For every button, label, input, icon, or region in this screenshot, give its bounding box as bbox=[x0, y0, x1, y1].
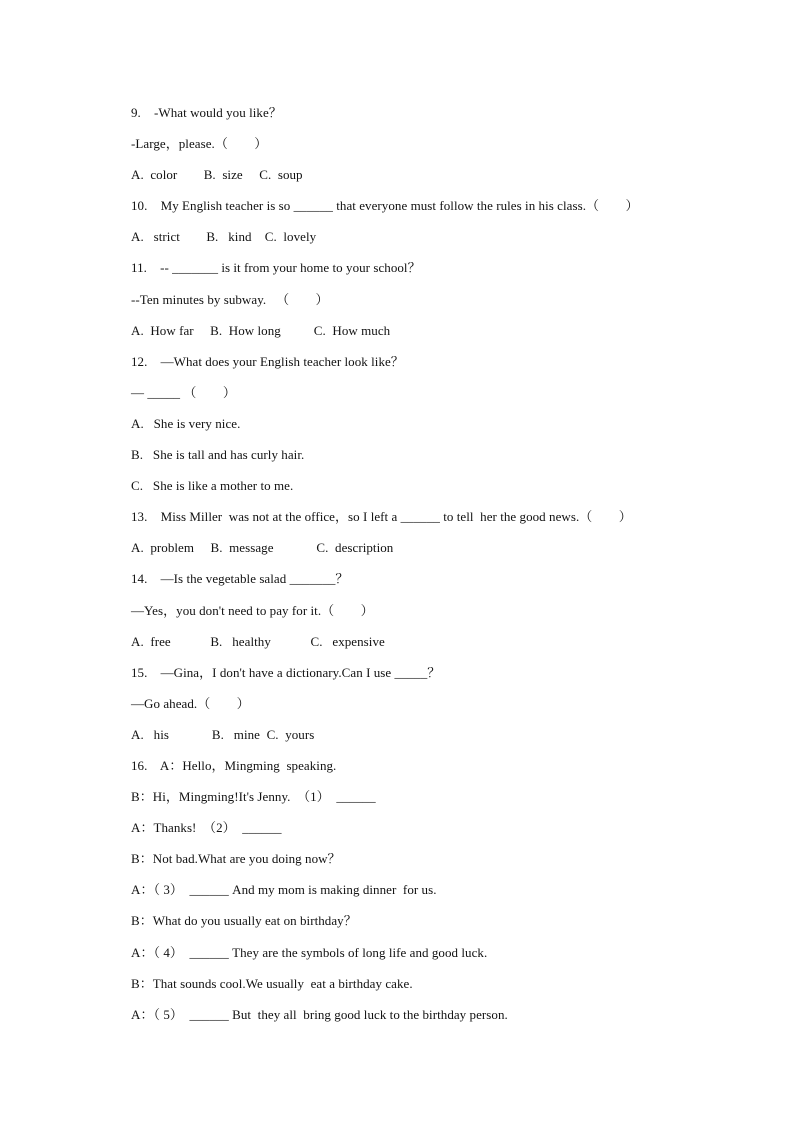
q16-dialogue-line: A：（ 5） ______ But they all bring good luck to the birthday person. bbox=[131, 1006, 508, 1022]
q16-dialogue-line: A：（ 4） ______ They are the symbols of long life and good luck. bbox=[131, 944, 488, 960]
q10-options: A. strict B. kind C. lovely bbox=[131, 229, 317, 245]
q14-options: A. free B. healthy C. expensive bbox=[131, 633, 385, 649]
q9-answer: -Large，please.（ ） bbox=[131, 136, 268, 152]
q16-dialogue-line: B：That sounds cool.We usually eat a birthday cake. bbox=[131, 975, 413, 991]
q10-prompt: 10. My English teacher is so ______ that everyone must follow the rules in his class.（ ） bbox=[131, 198, 639, 214]
q14-prompt: 14. —Is the vegetable salad _______？ bbox=[131, 571, 349, 587]
q11-prompt: 11. -- _______ is it from your home to your school？ bbox=[131, 260, 421, 276]
q15-prompt: 15. —Gina，I don't have a dictionary.Can I use _____？ bbox=[131, 664, 441, 680]
q9-options: A. color B. size C. soup bbox=[131, 167, 303, 183]
q16-dialogue-line: B：Hi，Mingming!It's Jenny. （1） ______ bbox=[131, 789, 376, 805]
q12-option-b: B. She is tall and has curly hair. bbox=[131, 447, 305, 463]
q11-options: A. How far B. How long C. How much bbox=[131, 322, 391, 338]
q15-options: A. his B. mine C. yours bbox=[131, 726, 315, 742]
q16-dialogue-line: B：What do you usually eat on birthday？ bbox=[131, 913, 357, 929]
q12-option-a: A. She is very nice. bbox=[131, 415, 241, 431]
q16-dialogue-line: 16. A：Hello，Mingming speaking. bbox=[131, 757, 337, 773]
q13-options: A. problem B. message C. description bbox=[131, 540, 394, 556]
q16-dialogue-line: A：（ 3） ______ And my mom is making dinner for us. bbox=[131, 882, 437, 898]
q9-prompt: 9. -What would you like？ bbox=[131, 105, 282, 120]
q14-answer: —Yes，you don't need to pay for it.（ ） bbox=[131, 602, 374, 618]
q13-prompt: 13. Miss Miller was not at the office，so I left a ______ to tell her the good news.（ ） bbox=[131, 509, 632, 525]
q12-answer: — _____ （ ） bbox=[131, 384, 236, 400]
exam-questions bbox=[131, 102, 731, 1035]
q11-answer: --Ten minutes by subway. （ ） bbox=[131, 291, 329, 307]
q15-answer: —Go ahead.（ ） bbox=[131, 695, 250, 711]
q16-dialogue-line: A：Thanks! （2） ______ bbox=[131, 820, 282, 836]
q16-dialogue-line: B：Not bad.What are you doing now？ bbox=[131, 851, 341, 867]
q12-option-c: C. She is like a mother to me. bbox=[131, 478, 294, 494]
q12-prompt: 12. —What does your English teacher look like？ bbox=[131, 353, 404, 369]
